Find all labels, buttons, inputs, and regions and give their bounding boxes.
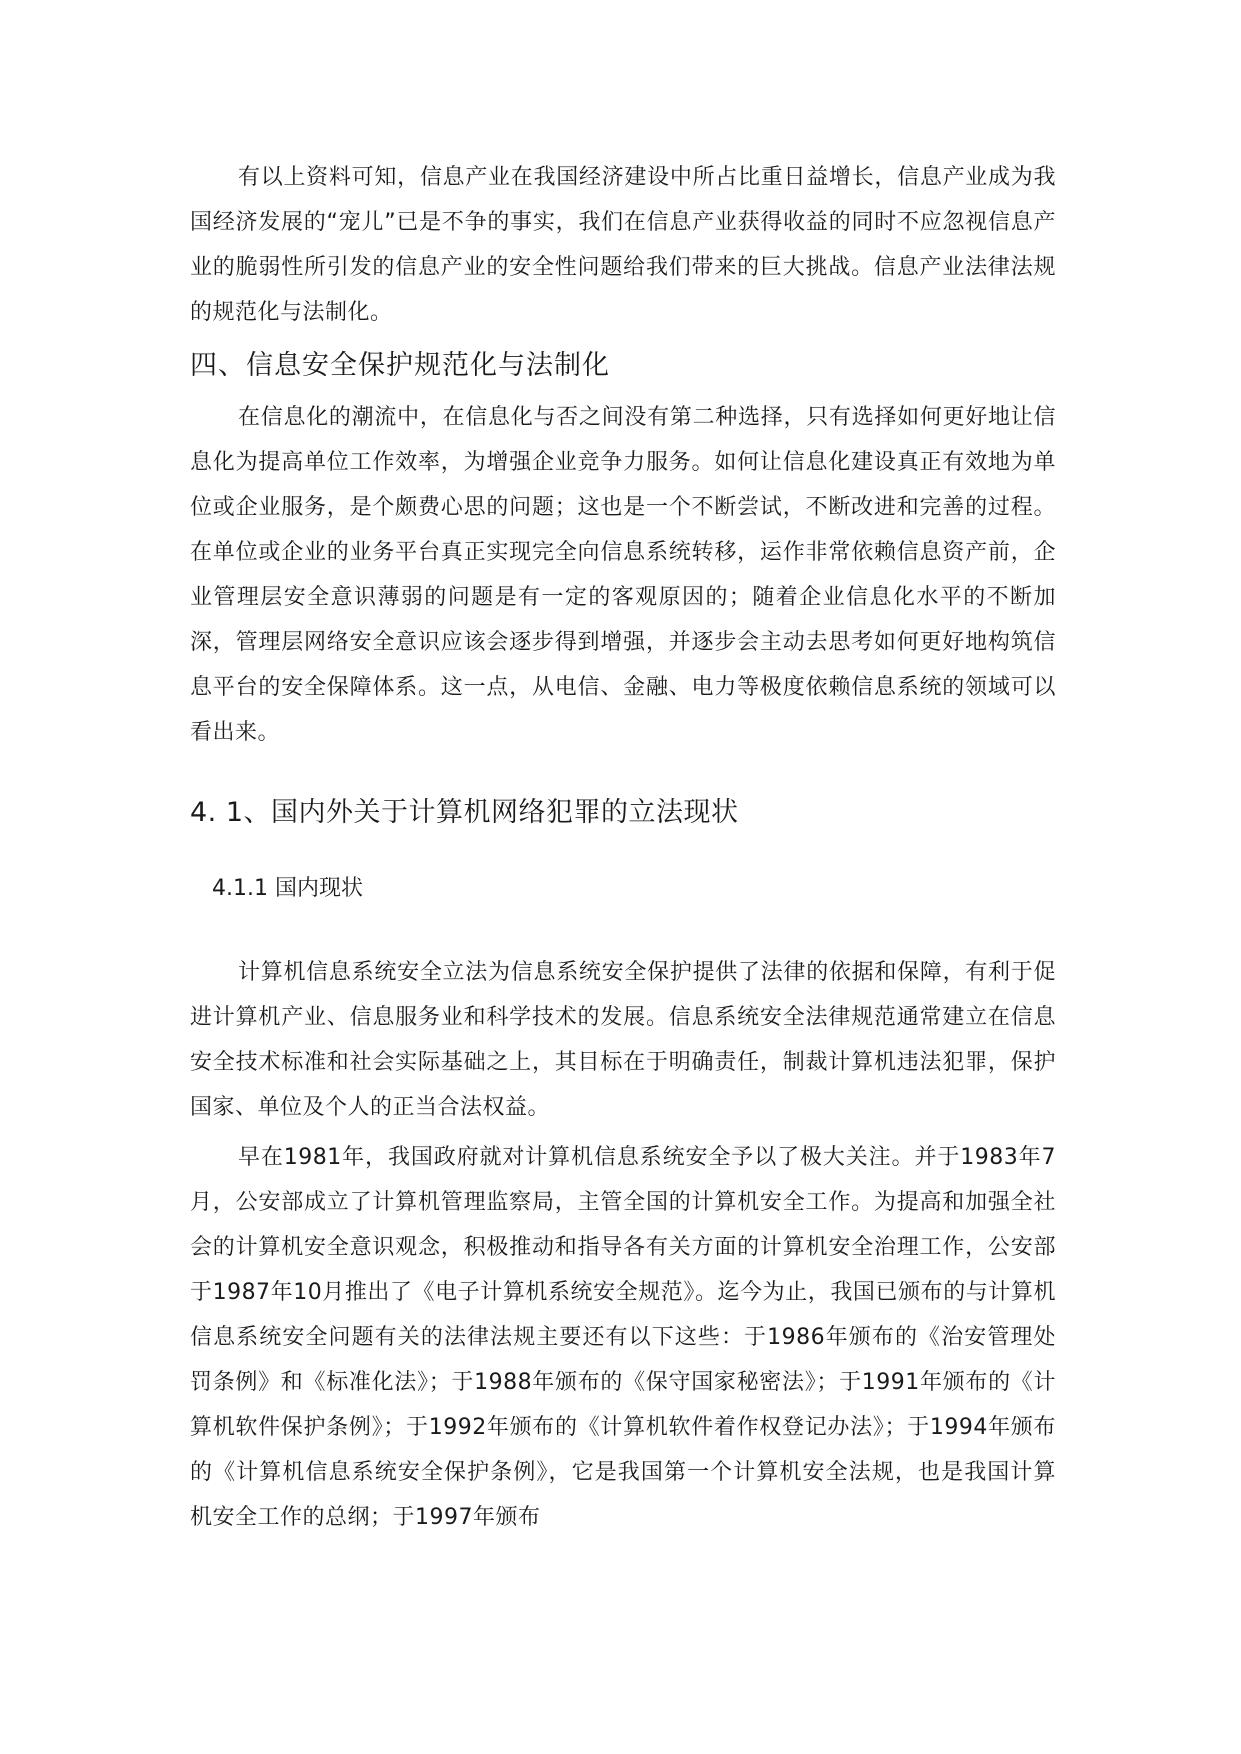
domestic-status-paragraph-1: 计算机信息系统安全立法为信息系统安全保护提供了法律的依据和保障，有利于促进计算机产业、信息服务业和科学技术的发展。信息系统安全法律规范通常建立在信息安全技术标准和社会实际基础之上，其目标在于明确责任，制裁计算机违法犯罪，保护国家、单位及个人的正当合法权益。: [190, 960, 1056, 1120]
intro-paragraph: 有以上资料可知，信息产业在我国经济建设中所占比重日益增长，信息产业成为我国经济发展的“宠儿”已是不争的事实，我们在信息产业获得收益的同时不应忽视信息产业的脆弱性所引发的信息产业的安全性问题给我们带来的巨大挑战。信息产业法律法规的规范化与法制化。: [190, 165, 1056, 325]
domestic-status-paragraph-2: 早在1981年，我国政府就对计算机信息系统安全予以了极大关注。并于1983年7月，公安部成立了计算机管理监察局，主管全国的计算机安全工作。为提高和加强全社会的计算机安全意识观念，积极推动和指导各有关方面的计算机安全治理工作，公安部于1987年10月推出了《电子计算机系统安全规范》。迄今为止，我国已颁布的与计算机信息系统安全问题有关的法律法规主要还有以下这些：于1986年颁布的《治安管理处罚条例》和《标准化法》；于1988年颁布的《保守国家秘密法》；于1991年颁布的《计算机软件保护条例》；于1992年颁布的《计算机软件着作权登记办法》；于1994年颁布的《计算机信息系统安全保护条例》，它是我国第一个计算机安全法规，也是我国计算机安全工作的总纲；于1997年颁布: [190, 1145, 1056, 1530]
section-4-1-1-heading: 4.1.1 国内现状: [212, 876, 363, 901]
section-4-heading: 四、信息安全保护规范化与法制化: [190, 350, 610, 381]
section-4-1-heading: 4. 1、国内外关于计算机网络犯罪的立法现状: [190, 797, 739, 828]
section-4-paragraph: 在信息化的潮流中，在信息化与否之间没有第二种选择，只有选择如何更好地让信息化为提高单位工作效率，为增强企业竞争力服务。如何让信息化建设真正有效地为单位或企业服务，是个颇费心思的问题；这也是一个不断尝试，不断改进和完善的过程。在单位或企业的业务平台真正实现完全向信息系统转移，运作非常依赖信息资产前，企业管理层安全意识薄弱的问题是有一定的客观原因的；随着企业信息化水平的不断加深，管理层网络安全意识应该会逐步得到增强，并逐步会主动去思考如何更好地构筑信息平台的安全保障体系。这一点，从电信、金融、电力等极度依赖信息系统的领域可以看出来。: [190, 405, 1056, 745]
document-page: [190, 155, 1056, 1540]
